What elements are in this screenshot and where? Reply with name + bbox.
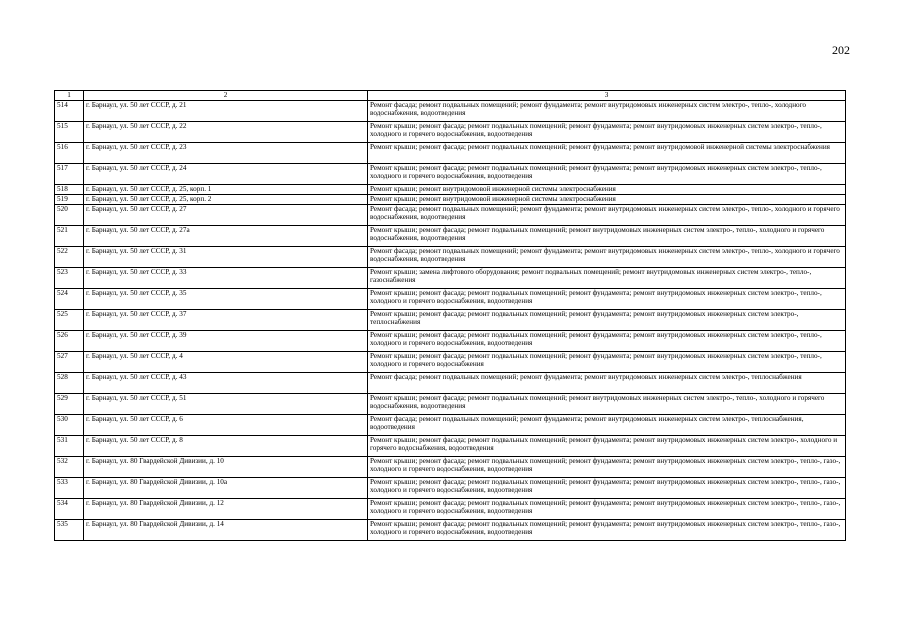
row-number: 534 [55,499,84,520]
row-works: Ремонт фасада; ремонт подвальных помещений; ремонт фундамента; ремонт внутридомовых инженерных систем электро-, тепло-, холодного и горячего водоснабжения, водоотведения [368,205,846,226]
row-address: г. Барнаул, ул. 50 лет СССР, д. 31 [84,247,368,268]
table-row [55,122,846,143]
column-header-works: 3 [368,91,846,101]
row-works: Ремонт крыши; ремонт фасада; ремонт подвальных помещений; ремонт внутридомовых инженерных систем электро-, тепло-, холодного и горячего водоснабжения, водоотведения [368,226,846,247]
column-header-number: 1 [55,91,84,101]
row-number: 535 [55,520,84,541]
table-row [55,415,846,436]
row-number: 533 [55,478,84,499]
row-address: г. Барнаул, ул. 50 лет СССР, д. 6 [84,415,368,436]
row-number: 521 [55,226,84,247]
row-works: Ремонт фасада; ремонт подвальных помещений; ремонт фундамента; ремонт внутридомовых инженерных систем электро-, тепло-, холодного водоснабжения, водоотведения [368,101,846,122]
row-address: г. Барнаул, ул. 50 лет СССР, д. 35 [84,289,368,310]
row-works: Ремонт крыши; ремонт фасада; ремонт подвальных помещений; ремонт фундамента; ремонт внутридомовых инженерных систем электро-, теплоснабжения [368,310,846,331]
row-number: 518 [55,185,84,195]
row-works: Ремонт крыши; ремонт фасада; ремонт подвальных помещений; ремонт фундамента; ремонт внутридомовых инженерных систем электро-, тепло-, холодного и горячего водоснабжения, водоотведения [368,289,846,310]
row-address: г. Барнаул, ул. 50 лет СССР, д. 43 [84,373,368,394]
row-address: г. Барнаул, ул. 50 лет СССР, д. 27а [84,226,368,247]
row-number: 525 [55,310,84,331]
row-works: Ремонт крыши; ремонт фасада; ремонт подвальных помещений; ремонт фундамента; ремонт внутридомовых инженерных систем электро-, тепло-, газо-, холодного и горячего водоснабжения, водоотведения [368,520,846,541]
row-number: 517 [55,164,84,185]
row-works: Ремонт крыши; ремонт фасада; ремонт подвальных помещений; ремонт внутридомовых инженерных систем электро-, тепло-, холодного и горячего водоснабжения, водоотведения [368,394,846,415]
row-works: Ремонт крыши; ремонт фасада; ремонт подвальных помещений; ремонт фундамента; ремонт внутридомовых инженерных систем электро-, тепло-, газо-, холодного и горячего водоснабжения, водоотведения [368,478,846,499]
table-row [55,310,846,331]
table-row [55,101,846,122]
row-works: Ремонт фасада; ремонт подвальных помещений; ремонт фундамента; ремонт внутридомовых инженерных систем электро-, теплоснабжения, водоотведения [368,415,846,436]
table-row [55,352,846,373]
column-header-address: 2 [84,91,368,101]
row-number: 527 [55,352,84,373]
row-works: Ремонт фасада; ремонт подвальных помещений; ремонт фундамента; ремонт внутридомовых инженерных систем электро-, тепло-, холодного и горячего водоснабжения, водоотведения [368,247,846,268]
row-address: г. Барнаул, ул. 50 лет СССР, д. 51 [84,394,368,415]
row-address: г. Барнаул, ул. 50 лет СССР, д. 27 [84,205,368,226]
row-works: Ремонт крыши; ремонт фасада; ремонт подвальных помещений; ремонт фундамента; ремонт внутридомовых инженерных систем электро-, тепло-, холодного и горячего водоснабжения, водоотведения [368,164,846,185]
repair-register-table [54,90,846,541]
row-works: Ремонт крыши; ремонт внутридомовой инженерной системы электроснабжения [368,195,846,205]
row-address: г. Барнаул, ул. 80 Гвардейской Дивизии, д. 14 [84,520,368,541]
row-address: г. Барнаул, ул. 50 лет СССР, д. 22 [84,122,368,143]
row-number: 514 [55,101,84,122]
row-number: 530 [55,415,84,436]
row-address: г. Барнаул, ул. 50 лет СССР, д. 4 [84,352,368,373]
table-row [55,195,846,205]
row-address: г. Барнаул, ул. 80 Гвардейской Дивизии, д. 12 [84,499,368,520]
row-number: 529 [55,394,84,415]
table-row [55,373,846,394]
row-address: г. Барнаул, ул. 50 лет СССР, д. 23 [84,143,368,164]
row-works: Ремонт крыши; ремонт фасада; ремонт подвальных помещений; ремонт фундамента; ремонт внутридомовых инженерных систем электро-, тепло-, холодного и горячего водоснабжения [368,352,846,373]
table-row [55,394,846,415]
row-address: г. Барнаул, ул. 50 лет СССР, д. 37 [84,310,368,331]
table-row [55,289,846,310]
row-number: 524 [55,289,84,310]
row-works: Ремонт фасада; ремонт подвальных помещений; ремонт фундамента; ремонт внутридомовых инженерных систем электро-, теплоснабжения [368,373,846,394]
row-number: 532 [55,457,84,478]
table-row [55,436,846,457]
table-row [55,268,846,289]
row-works: Ремонт крыши; ремонт фасада; ремонт подвальных помещений; ремонт фундамента; ремонт внутридомовых инженерных систем электро-, тепло-, холодного и горячего водоснабжения, водоотведения [368,122,846,143]
page-number: 202 [832,43,850,57]
table-row [55,185,846,195]
row-address: г. Барнаул, ул. 50 лет СССР, д. 33 [84,268,368,289]
table-row [55,205,846,226]
row-works: Ремонт крыши; замена лифтового оборудования; ремонт подвальных помещений; ремонт внутридомовых инженерных систем электро-, тепло-, газоснабжения [368,268,846,289]
row-number: 522 [55,247,84,268]
row-number: 519 [55,195,84,205]
row-number: 516 [55,143,84,164]
table-row [55,457,846,478]
row-number: 528 [55,373,84,394]
table-row [55,247,846,268]
row-works: Ремонт крыши; ремонт фасада; ремонт подвальных помещений; ремонт фундамента; ремонт внутридомовых инженерных систем электро-, тепло-, холодного и горячего водоснабжения, водоотведения [368,331,846,352]
table-row [55,143,846,164]
row-address: г. Барнаул, ул. 80 Гвардейской Дивизии, д. 10а [84,478,368,499]
table-row [55,331,846,352]
table-row [55,164,846,185]
table-row [55,478,846,499]
row-works: Ремонт крыши; ремонт фасада; ремонт подвальных помещений; ремонт фундамента; ремонт внутридомовых инженерных систем электро-, тепло-, газо-, холодного и горячего водоснабжения, водоотведения [368,457,846,478]
row-address: г. Барнаул, ул. 50 лет СССР, д. 8 [84,436,368,457]
row-works: Ремонт крыши; ремонт фасада; ремонт подвальных помещений; ремонт фундамента; ремонт внутридомовых инженерных систем электро-, тепло-, газо-, холодного и горячего водоснабжения, водоотведения [368,499,846,520]
row-works: Ремонт крыши; ремонт внутридомовой инженерной системы электроснабжения [368,185,846,195]
row-number: 523 [55,268,84,289]
row-address: г. Барнаул, ул. 50 лет СССР, д. 25, корп. 2 [84,195,368,205]
table-row [55,226,846,247]
row-address: г. Барнаул, ул. 50 лет СССР, д. 25, корп. 1 [84,185,368,195]
row-number: 520 [55,205,84,226]
table-row [55,499,846,520]
table-header-row [55,91,846,101]
row-address: г. Барнаул, ул. 50 лет СССР, д. 24 [84,164,368,185]
row-address: г. Барнаул, ул. 50 лет СССР, д. 39 [84,331,368,352]
row-works: Ремонт крыши; ремонт фасада; ремонт подвальных помещений; ремонт фундамента; ремонт внутридомовой инженерной системы электроснабжения [368,143,846,164]
row-address: г. Барнаул, ул. 80 Гвардейской Дивизии, д. 10 [84,457,368,478]
row-number: 531 [55,436,84,457]
row-number: 526 [55,331,84,352]
row-number: 515 [55,122,84,143]
table-row [55,520,846,541]
row-works: Ремонт крыши; ремонт фасада; ремонт подвальных помещений; ремонт фундамента; ремонт внутридомовых инженерных систем электро-, холодного и горячего водоснабжения, водоотведения [368,436,846,457]
row-address: г. Барнаул, ул. 50 лет СССР, д. 21 [84,101,368,122]
